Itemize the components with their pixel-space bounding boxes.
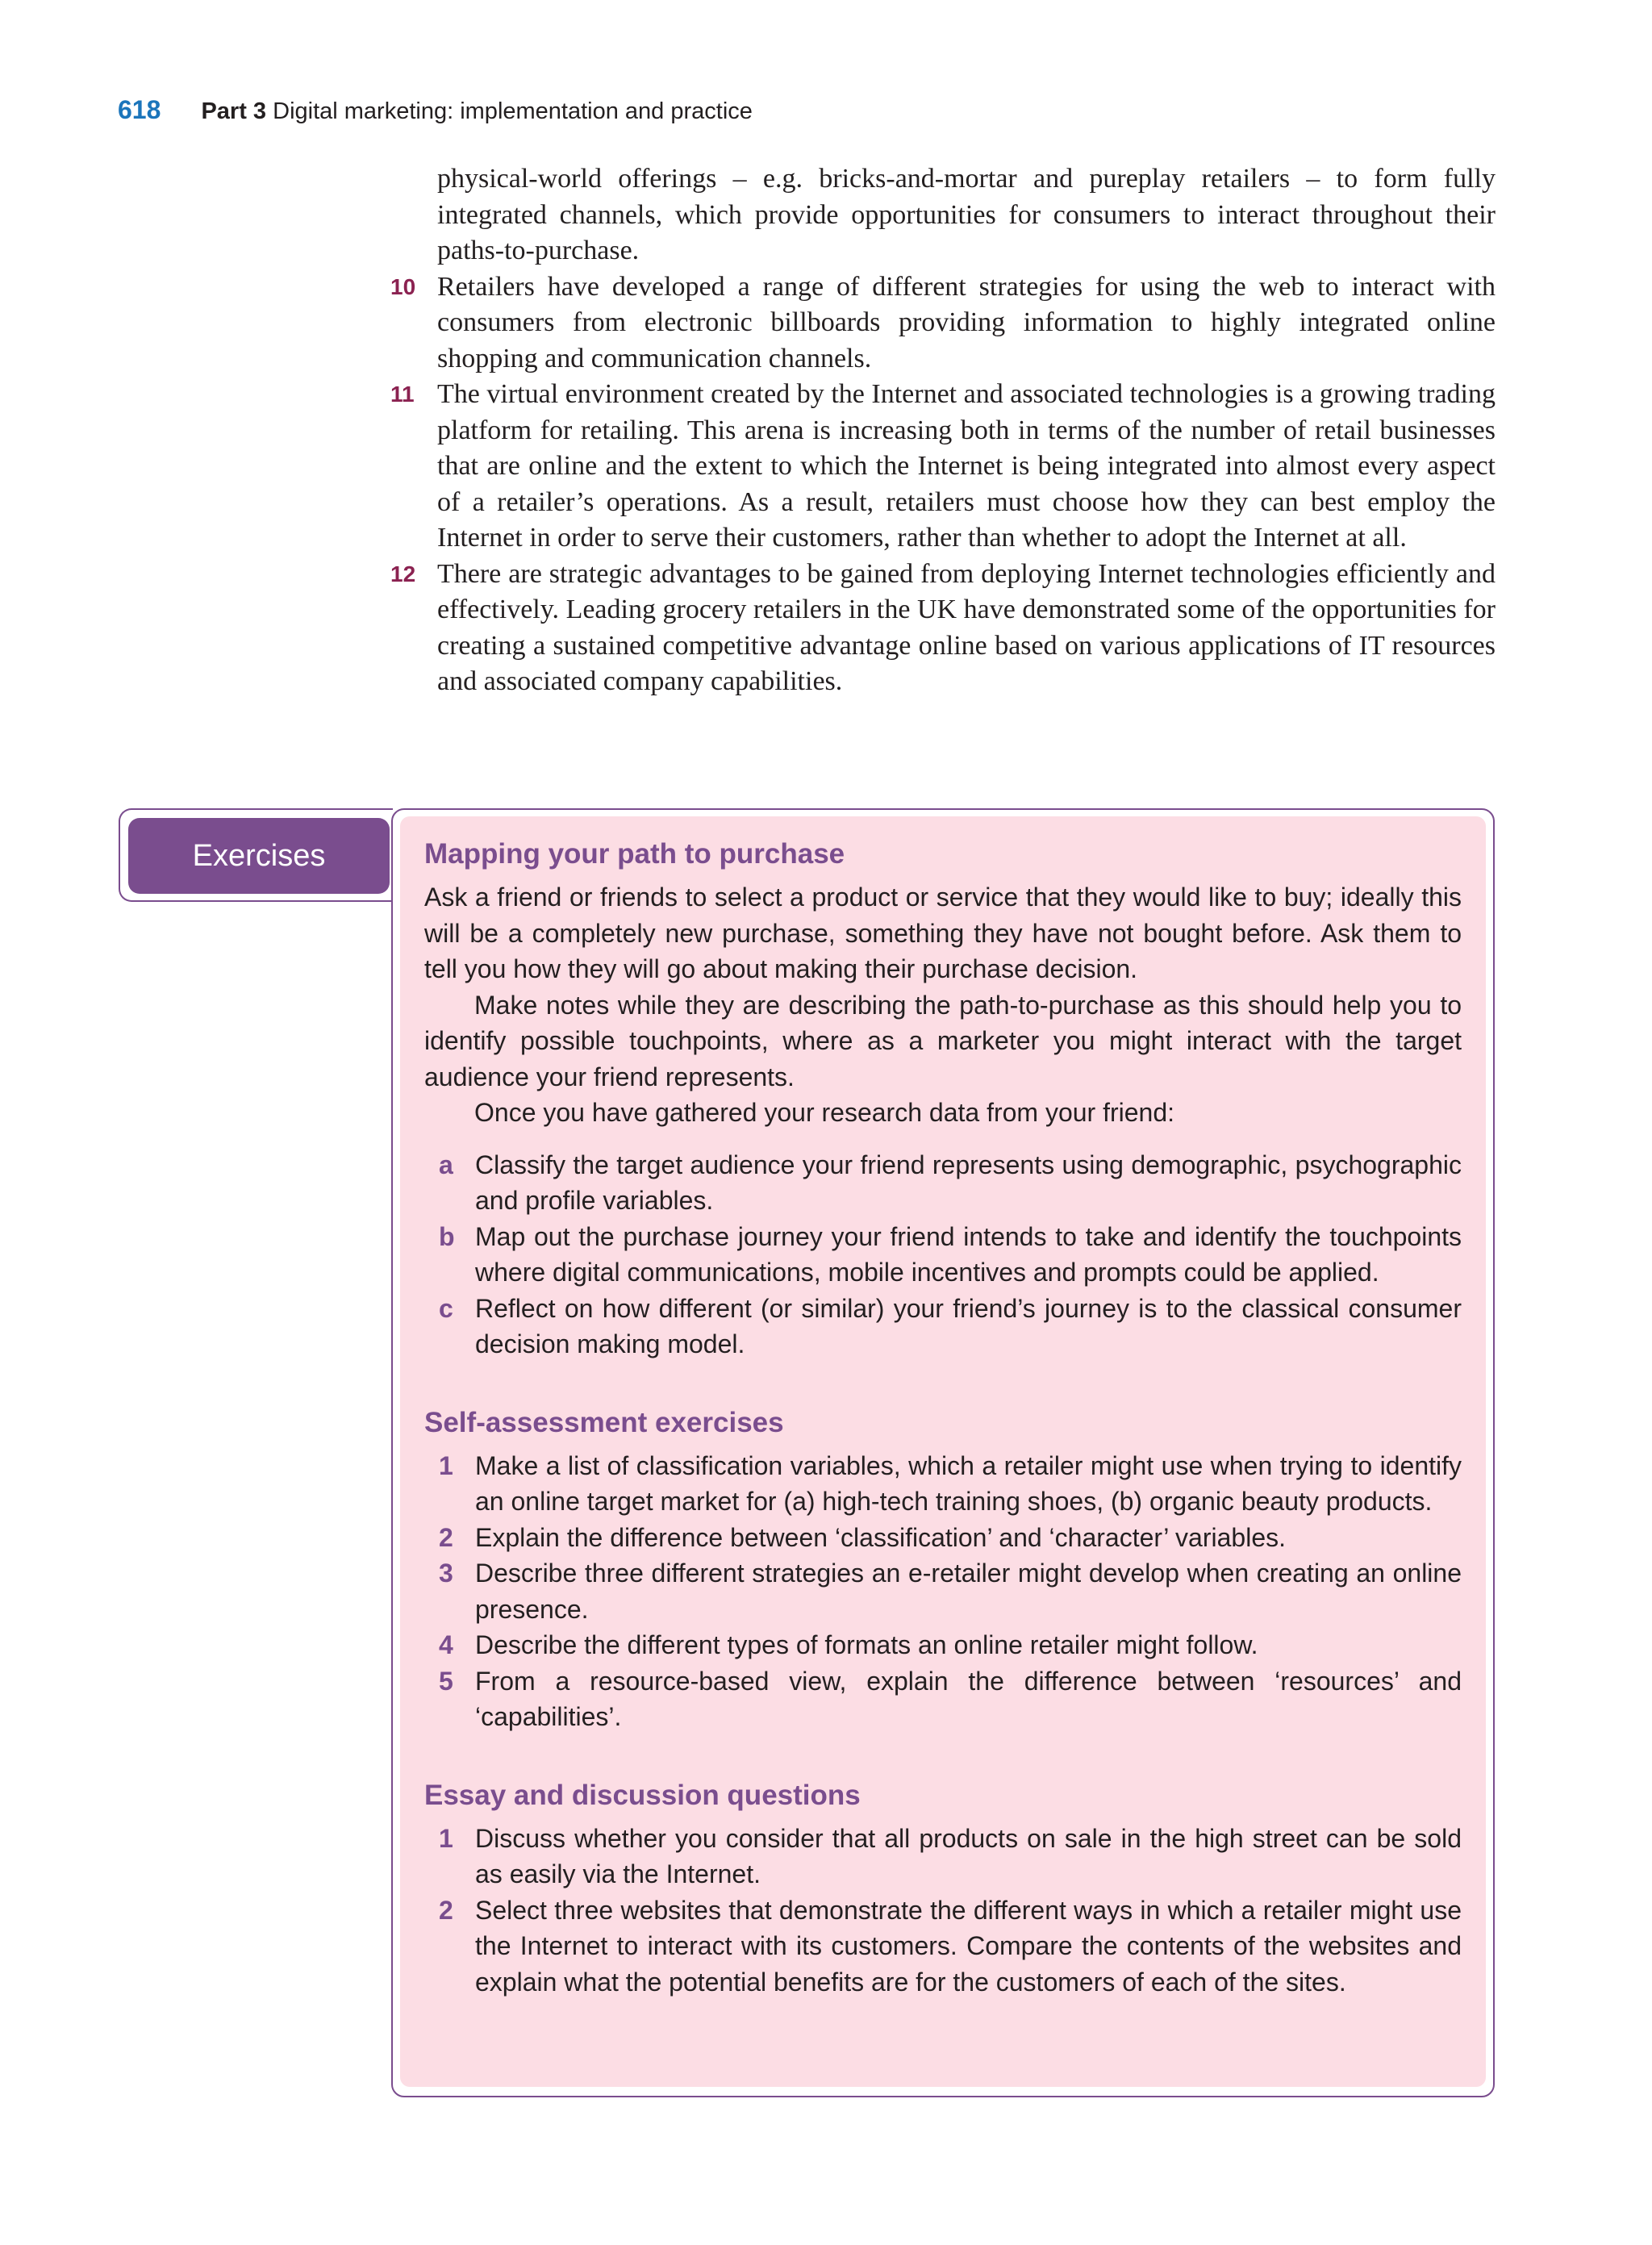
summary-item-text: Retailers have developed a range of different strategies for using the web to interact with consumers from electronic billboards providing information to highly integrated online shopping and communication channels. — [437, 271, 1496, 373]
mapping-paragraph: Make notes while they are describing the path-to-purchase as this should help you to identify possible touchpoints, where as a marketer you might interact with the target audience your friend represents. — [424, 990, 1462, 1091]
list-item — [424, 1555, 1462, 1627]
list-item-text: Explain the difference between ‘classification’ and ‘character’ variables. — [475, 1522, 1286, 1552]
list-item-text: Map out the purchase journey your friend intends to take and identify the touchpoints where digital communications, mobile incentives and prompts could be applied. — [475, 1221, 1462, 1287]
page-number: 618 — [118, 95, 161, 124]
summary-item — [374, 557, 1496, 700]
summary-item-number: 12 — [390, 561, 416, 586]
list-item — [424, 1892, 1462, 2001]
list-item — [424, 1147, 1462, 1219]
list-marker: a — [439, 1150, 453, 1179]
chapter-summary — [374, 161, 1496, 700]
list-item — [424, 1627, 1462, 1663]
list-item-text: Describe the different types of formats an online retailer might follow. — [475, 1630, 1258, 1659]
summary-item-number: 11 — [390, 382, 415, 407]
mapping-heading: Mapping your path to purchase — [424, 838, 845, 870]
essay-list — [424, 1821, 1462, 2001]
list-item — [424, 1663, 1462, 1735]
list-item-text: From a resource-based view, explain the difference between ‘resources’ and ‘capabilities’. — [475, 1666, 1462, 1731]
list-marker: 2 — [439, 1895, 453, 1925]
list-item — [424, 1291, 1462, 1362]
list-item — [424, 1219, 1462, 1291]
list-marker: 3 — [439, 1559, 453, 1588]
summary-item-text: The virtual environment created by the Internet and associated technologies is a growing trading platform for retailing. This arena is increasing both in terms of the number of retail businesses that are online and the extent to which the Internet is being integrated into almost every aspect of a retailer’s operations. As a result, retailers must choose how they can best employ the Internet in order to serve their customers, rather than whether to adopt the Internet at all. — [437, 379, 1496, 553]
exercises-content — [424, 829, 1462, 2000]
list-marker: c — [439, 1293, 453, 1323]
summary-continuation: physical-world offerings – e.g. bricks-and-mortar and pureplay retailers – to form fully integrated channels, which provide opportunities for consumers to interact throughout their paths-to-purchase. — [437, 164, 1496, 265]
running-header — [118, 90, 753, 131]
list-item-text: Select three websites that demonstrate the different ways in which a retailer might use the Internet to interact with its customers. Compare the contents of the websites and explain what the potential benefits are for the customers of each of the sites. — [475, 1895, 1462, 1997]
list-item-text: Make a list of classification variables, which a retailer might use when trying to identify an online target market for (a) high-tech training shoes, (b) organic beauty products. — [475, 1450, 1462, 1516]
list-marker: 1 — [439, 1450, 453, 1480]
mapping-paragraph: Once you have gathered your research data from your friend: — [474, 1098, 1175, 1127]
list-item-text: Reflect on how different (or similar) your friend’s journey is to the classical consumer decision making model. — [475, 1293, 1462, 1358]
list-item-text: Discuss whether you consider that all products on sale in the high street can be sold as easily via the Internet. — [475, 1823, 1462, 1888]
summary-item — [374, 377, 1496, 557]
list-item — [424, 1448, 1462, 1520]
list-item — [424, 1821, 1462, 1892]
list-marker: 5 — [439, 1666, 453, 1696]
essay-heading: Essay and discussion questions — [424, 1779, 861, 1811]
list-marker: 4 — [439, 1630, 453, 1659]
mapping-paragraph: Ask a friend or friends to select a product or service that they would like to buy; ideally this will be a completely new purchase, something they have not bought before. Ask them to tell you how they will go about making their purchase decision. — [424, 883, 1462, 983]
part-label: Part 3 — [201, 98, 267, 124]
list-marker: b — [439, 1221, 455, 1251]
exercises-tab: Exercises — [128, 818, 390, 894]
summary-item-number: 10 — [390, 273, 416, 299]
list-marker: 2 — [439, 1522, 453, 1552]
list-item-text: Classify the target audience your friend represents using demographic, psychographic and profile variables. — [475, 1150, 1462, 1215]
self-assessment-heading: Self-assessment exercises — [424, 1406, 784, 1438]
list-item-text: Describe three different strategies an e-retailer might develop when creating an online presence. — [475, 1559, 1462, 1624]
list-item — [424, 1520, 1462, 1556]
mapping-task-list — [424, 1147, 1462, 1362]
self-assessment-list — [424, 1448, 1462, 1735]
running-title: Digital marketing: implementation and practice — [273, 98, 753, 124]
summary-item-text: There are strategic advantages to be gained from deploying Internet technologies efficiently and effectively. Leading grocery retailers in the UK have demonstrated some of the opportunities for creating a sustained competitive advantage online based on various applications of IT resources and associated company capabilities. — [437, 558, 1496, 696]
list-marker: 1 — [439, 1823, 453, 1853]
summary-item — [374, 269, 1496, 378]
